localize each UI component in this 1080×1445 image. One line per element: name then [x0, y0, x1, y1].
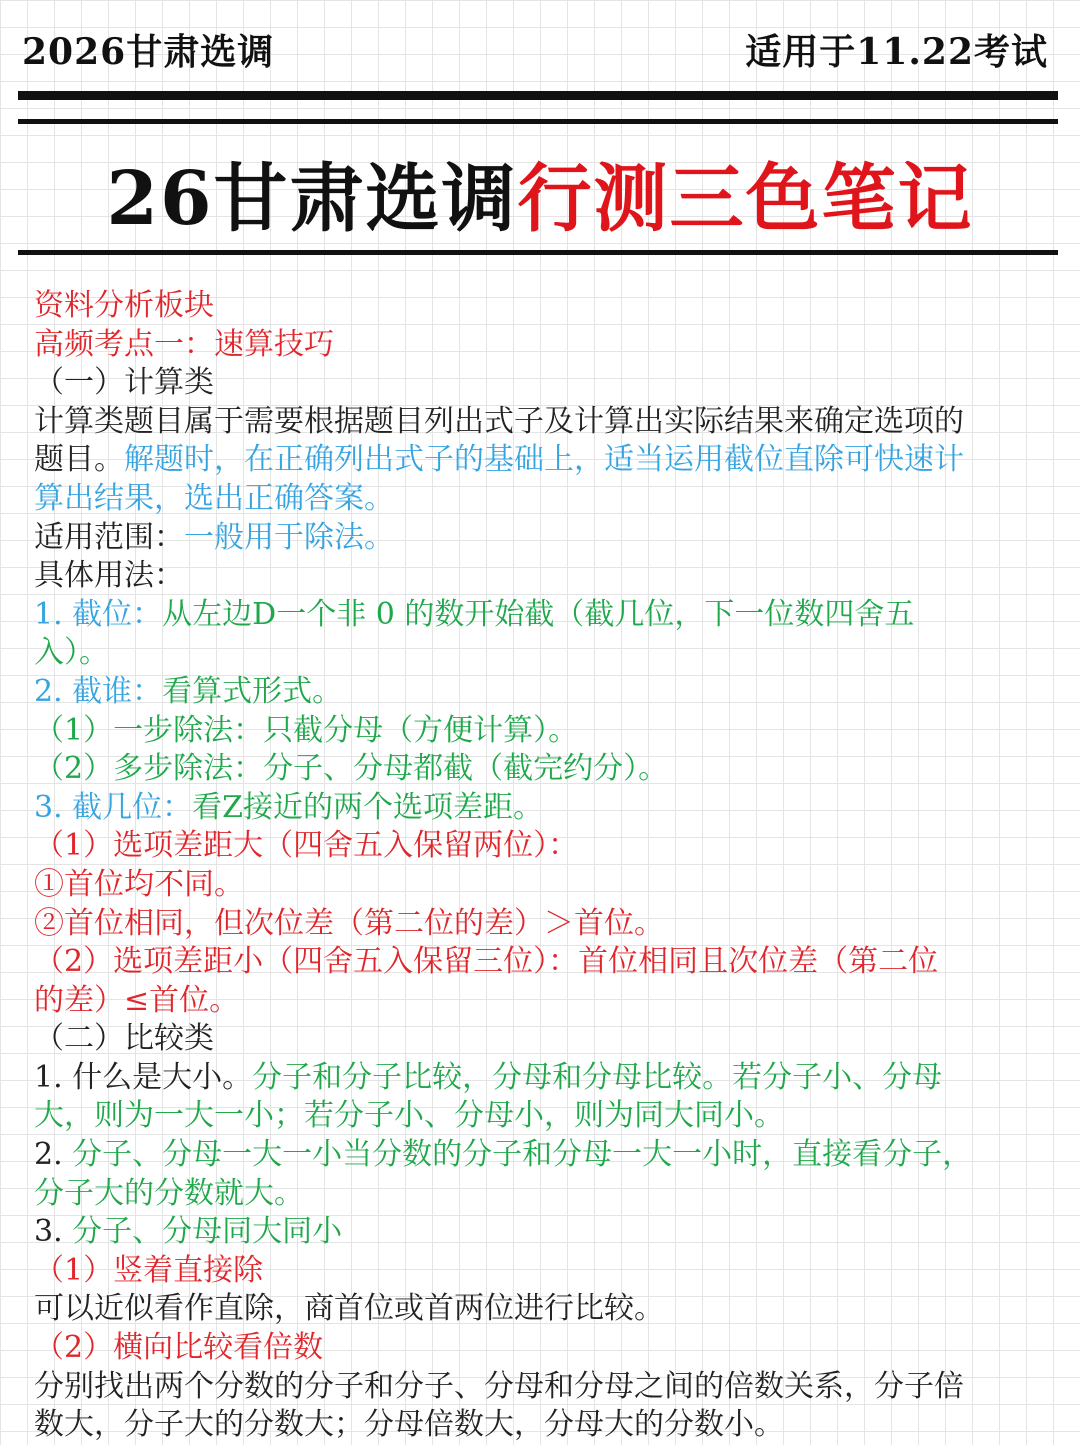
note-line: [34, 1368, 1044, 1407]
note-segment: 资料分析板块: [34, 288, 214, 323]
note-segment: 看Z接近的两个选项差距。: [192, 789, 544, 825]
note-segment: 高频考点一：速算技巧: [34, 326, 334, 362]
note-segment: ①首位均不同。: [34, 866, 244, 902]
note-line: [34, 1175, 1044, 1214]
note-line: [34, 866, 1044, 905]
header-subject: 2026甘肃选调: [22, 31, 275, 73]
note-segment: 分子、分母一大一小当分数的分子和分母一大一小时，直接看分子，: [72, 1137, 973, 1173]
note-segment: ②首位相同，但次位差（第二位的差）＞首位。: [34, 905, 664, 941]
note-segment: 1. 截位：: [34, 596, 163, 632]
note-segment: 入）。: [34, 635, 109, 671]
note-segment: （1）选项差距大（四舍五入保留两位）：: [34, 828, 579, 864]
top-divider-thick: [18, 91, 1058, 100]
note-line: [34, 712, 1044, 751]
note-line: [34, 905, 1044, 944]
note-line: [34, 673, 1044, 712]
note-segment: 从左边D一个非 0 的数开始截（截几位，下一位数四舍五: [162, 596, 915, 632]
note-segment: 看算式形式。: [162, 673, 343, 709]
note-segment: 的差）≤首位。: [34, 982, 240, 1018]
note-segment: 具体用法：: [34, 558, 184, 594]
note-segment: 3.: [34, 1214, 73, 1250]
note-line: [34, 1329, 1044, 1368]
note-line: [34, 326, 1044, 365]
note-line: [34, 789, 1044, 828]
note-line: [34, 943, 1044, 982]
note-line: [34, 1136, 1044, 1175]
note-line: [34, 634, 1044, 673]
note-line: [34, 1097, 1044, 1136]
note-line: [34, 1059, 1044, 1098]
note-segment: 解题时，在正确列出式子的基础上，适当运用截位直除可快速计: [124, 442, 964, 478]
note-segment: （1）竖着直接除: [34, 1252, 264, 1288]
note-line: [34, 403, 1044, 442]
note-segment: （二）比较类: [34, 1021, 214, 1057]
note-segment: 分子和分子比较，分母和分母比较。若分子小、分母: [252, 1059, 943, 1095]
top-divider-thin: [18, 119, 1058, 124]
note-line: [34, 596, 1044, 635]
page-title: [0, 140, 1080, 246]
note-line: [34, 287, 1044, 326]
note-line: [34, 750, 1044, 789]
note-segment: 分子、分母同大同小: [72, 1214, 343, 1250]
note-segment: 适用范围：: [34, 519, 184, 555]
note-segment: 分子大的分数就大。: [34, 1175, 304, 1211]
note-segment: （一）计算类: [34, 365, 214, 401]
note-segment: 2. 截谁：: [34, 673, 163, 709]
note-line: [34, 827, 1044, 866]
note-segment: （2）多步除法：分子、分母都截（截完约分）。: [34, 751, 669, 787]
note-segment: 2.: [34, 1137, 73, 1173]
note-line: [34, 1252, 1044, 1291]
note-line: [34, 441, 1044, 480]
notes-body: [34, 287, 1044, 1445]
note-segment: 题目。: [34, 442, 124, 478]
note-line: [34, 557, 1044, 596]
note-segment: 计算类题目属于需要根据题目列出式子及计算出实际结果来确定选项的: [34, 403, 964, 439]
note-line: [34, 1406, 1044, 1445]
note-segment: （1）一步除法：只截分母（方便计算）。: [34, 712, 579, 748]
note-line: [34, 480, 1044, 519]
note-line: [34, 1290, 1044, 1329]
note-segment: 大，则为一大一小；若分子小、分母小，则为同大同小。: [34, 1098, 784, 1134]
title-divider: [18, 250, 1058, 255]
note-segment: 3. 截几位：: [34, 789, 193, 825]
note-segment: 1. 什么是大小。: [34, 1059, 253, 1095]
note-line: [34, 982, 1044, 1021]
note-line: [34, 1020, 1044, 1059]
note-line: [34, 519, 1044, 558]
note-segment: 分别找出两个分数的分子和分子、分母和分母之间的倍数关系，分子倍: [34, 1368, 964, 1404]
note-segment: （2）横向比较看倍数: [34, 1330, 324, 1366]
header-exam-date: 适用于11.22考试: [745, 31, 1048, 73]
note-segment: 一般用于除法。: [184, 519, 394, 555]
note-line: [34, 1213, 1044, 1252]
note-segment: （2）选项差距小（四舍五入保留三位）：首位相同且次位差（第二位: [34, 944, 939, 980]
note-segment: 数大，分子大的分数大；分母倍数大，分母大的分数小。: [34, 1407, 784, 1443]
note-segment: 可以近似看作直除，商首位或首两位进行比较。: [34, 1291, 664, 1327]
title-part-black: 26甘肃选调: [106, 156, 518, 242]
note-segment: 算出结果，选出正确答案。: [34, 480, 394, 516]
title-part-red: 行测三色笔记: [517, 156, 974, 242]
note-line: [34, 364, 1044, 403]
